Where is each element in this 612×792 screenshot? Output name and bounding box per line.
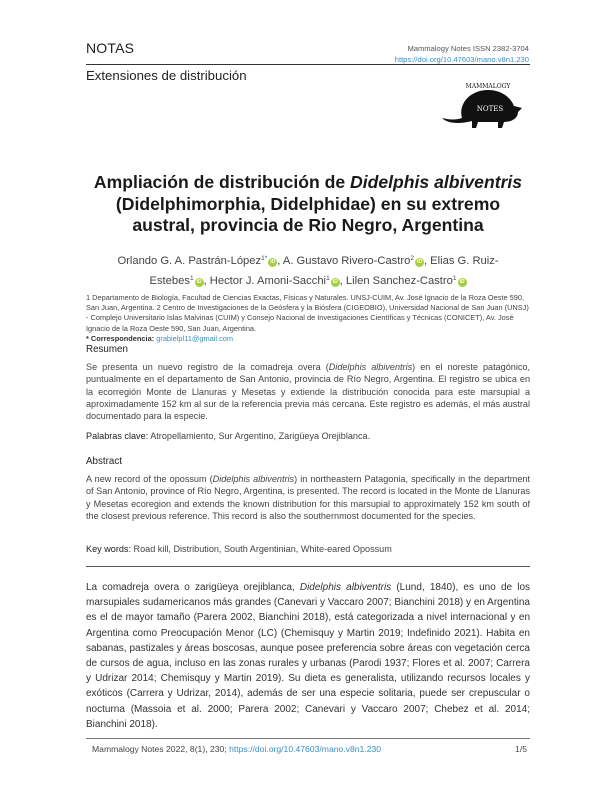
journal-issn: Mammalogy Notes ISSN 2382-3704 [407, 44, 529, 53]
orcid-icon[interactable]: iD [270, 259, 276, 265]
abstract-divider [86, 566, 530, 567]
author: Hector J. Amoni-Sacchi [209, 275, 327, 287]
header-rule [86, 64, 530, 65]
footer-doi-link[interactable]: https://doi.org/10.47603/mano.v8n1.230 [229, 744, 382, 754]
orcid-icon[interactable]: iD [459, 279, 465, 285]
abstract-keywords [86, 544, 392, 554]
logo-bottom-text: NOTES [476, 105, 504, 113]
article-title [86, 172, 530, 237]
keywords-value: Atropellamiento, Sur Argentino, Zarigüeya Orejiblanca. [150, 431, 371, 441]
doi-link[interactable]: https://doi.org/10.47603/mano.v8n1.230 [394, 55, 529, 64]
title-line-2: (Didelphimorphia, Didelphidae) en su extremo [115, 193, 501, 214]
correspondence-email[interactable]: grabielpl11@gmail.com [156, 334, 234, 343]
keywords-value: Road kill, Distribution, South Argentinian, White-eared Opossum [133, 544, 392, 554]
author: Orlando G. A. Pastrán-López [117, 255, 262, 267]
affiliations: 1 Departamento de Biología, Facultad de Ciencias Exactas, Físicas y Naturales. UNSJ-CUIM, Av. José Ignacio de la Roza Oeste 590, San Juan, Argentina. 2 Centro de Investigaciones de la Geósfera y la Biósfera (CIGEOBIO), Universidad Nacional de San Juan (UNSJ) - Complejo Universitario Islas Malvinas (CUIM) y Consejo Nacional de Investigaciones Científicas y Técnicas (CONICET), Av. José Ignacio de la Roza Oeste 590, San Juan, Argentina. [86, 293, 529, 333]
title-line-3: austral, provincia de Rio Negro, Argentina [132, 215, 484, 235]
orcid-icon[interactable]: iD [196, 279, 202, 285]
author-affil-sup: 2 [410, 255, 414, 262]
author-affil-sup: 1 [452, 275, 457, 282]
abstract-heading: Abstract [86, 456, 122, 467]
orcid-icon[interactable]: iD [416, 259, 422, 265]
resumen-text: Se presenta un nuevo registro de la comadreja overa (Didelphis albiventris) en el noreste patagónico, puntualmente en el departamento de San Antonio, provincia de Río Negro, Argentina. El registro se ubica en la ecorregión Monte de Llanuras y Mesetas y extiende la distribución conocida para este marsupial a aproximadamente 152 km al sur de la referencia previa más cercana. Este registro es además, el más austral documentado para la especie. [86, 362, 530, 422]
author-list: Orlando G. A. Pastrán-López$^{1*}$ iD , A. Gustavo Rivero-Castro$^2$ iD , Elias G. Ruiz-Estebes$^1$ iD , Hector J. Amoni-Sacchi$^1$ iD , Lilen Sanchez-Castro$^1$ iD [117, 255, 499, 287]
title-species: Didelphis albiventris [350, 172, 523, 192]
author-affil-sup: 1 [189, 275, 194, 282]
resumen-species: Didelphis albiventris [328, 362, 413, 372]
journal-logo [440, 74, 530, 132]
logo-top-text: MAMMALOGY [465, 83, 511, 90]
abstract-species: Didelphis albiventris [212, 474, 295, 484]
keywords-label: Palabras clave: [86, 431, 149, 441]
orcid-icon[interactable]: iD [332, 279, 338, 285]
journal-info [395, 43, 529, 65]
resumen-heading: Resumen [86, 344, 128, 355]
correspondence-label: * Correspondencia: [86, 334, 155, 343]
author: Lilen Sanchez-Castro [345, 275, 453, 287]
author-affil-sup: 1* [261, 255, 268, 262]
author: A. Gustavo Rivero-Castro [282, 255, 411, 267]
abstract-text: A new record of the opossum (Didelphis albiventris) in northeastern Patagonia, specifically in the department of San Antonio, province of Río Negro, Argentina, is presented. The record is located in the Monte de Llanuras y Mesetas ecoregion and extends the known distribution for this marsupial to approximately 152 km south of the closest previous reference. This record is also the southernmost documented for the species. [86, 474, 530, 521]
page-number: 1/5 [515, 744, 527, 754]
body-species: Didelphis albiventris [299, 582, 392, 593]
footer-rule [86, 738, 530, 739]
body-paragraph: La comadreja overa o zarigüeya orejiblanca, Didelphis albiventris (Lund, 1840), es uno de los marsupiales sudamericanos más grandes (Canevari y Vaccaro 2007; Bianchini 2018) y en Argentina es el de mayor tamaño (Parera 2002, Bianchini 2018), está categorizada a nivel internacional y en Argentina como Preocupación Menor (LC) (Chemisquy y Martin 2019; Indefinido 2021). Habita en sabanas, pastizales y áreas boscosas, aunque posee preferencia sobre áreas con vegetación cerca de cursos de agua, incluso en las zonas rurales y urbanas (Parodi 1937; Flores et al. 2007; Carrera y Udrizar 2014; Chemisquy y Martin 2019). Su dieta es generalista, utilizando recursos locales y exóticos (Carrera y Udrizar, 2014), además de ser una especie solitaria, puede ser crepuscular o nocturna (Massoia et al. 2000; Parera 2002; Canevari y Vaccaro 2007; Chebez et al. 2014; Bianchini 2018). [86, 582, 531, 730]
author-affil-sup: 1 [326, 275, 330, 282]
section-label: NOTAS [86, 40, 135, 56]
footer-citation: Mammalogy Notes 2022, 8(1), 230; https://doi.org/10.47603/mano.v8n1.230 [92, 744, 382, 754]
correspondence [86, 334, 233, 343]
section-subtitle: Extensiones de distribución [86, 68, 247, 83]
resumen-keywords [86, 431, 370, 441]
title-prefix: Ampliación de distribución de [93, 172, 351, 192]
keywords-label: Key words: [86, 544, 131, 554]
author: Elias G. Ruiz-Estebes [149, 255, 499, 287]
